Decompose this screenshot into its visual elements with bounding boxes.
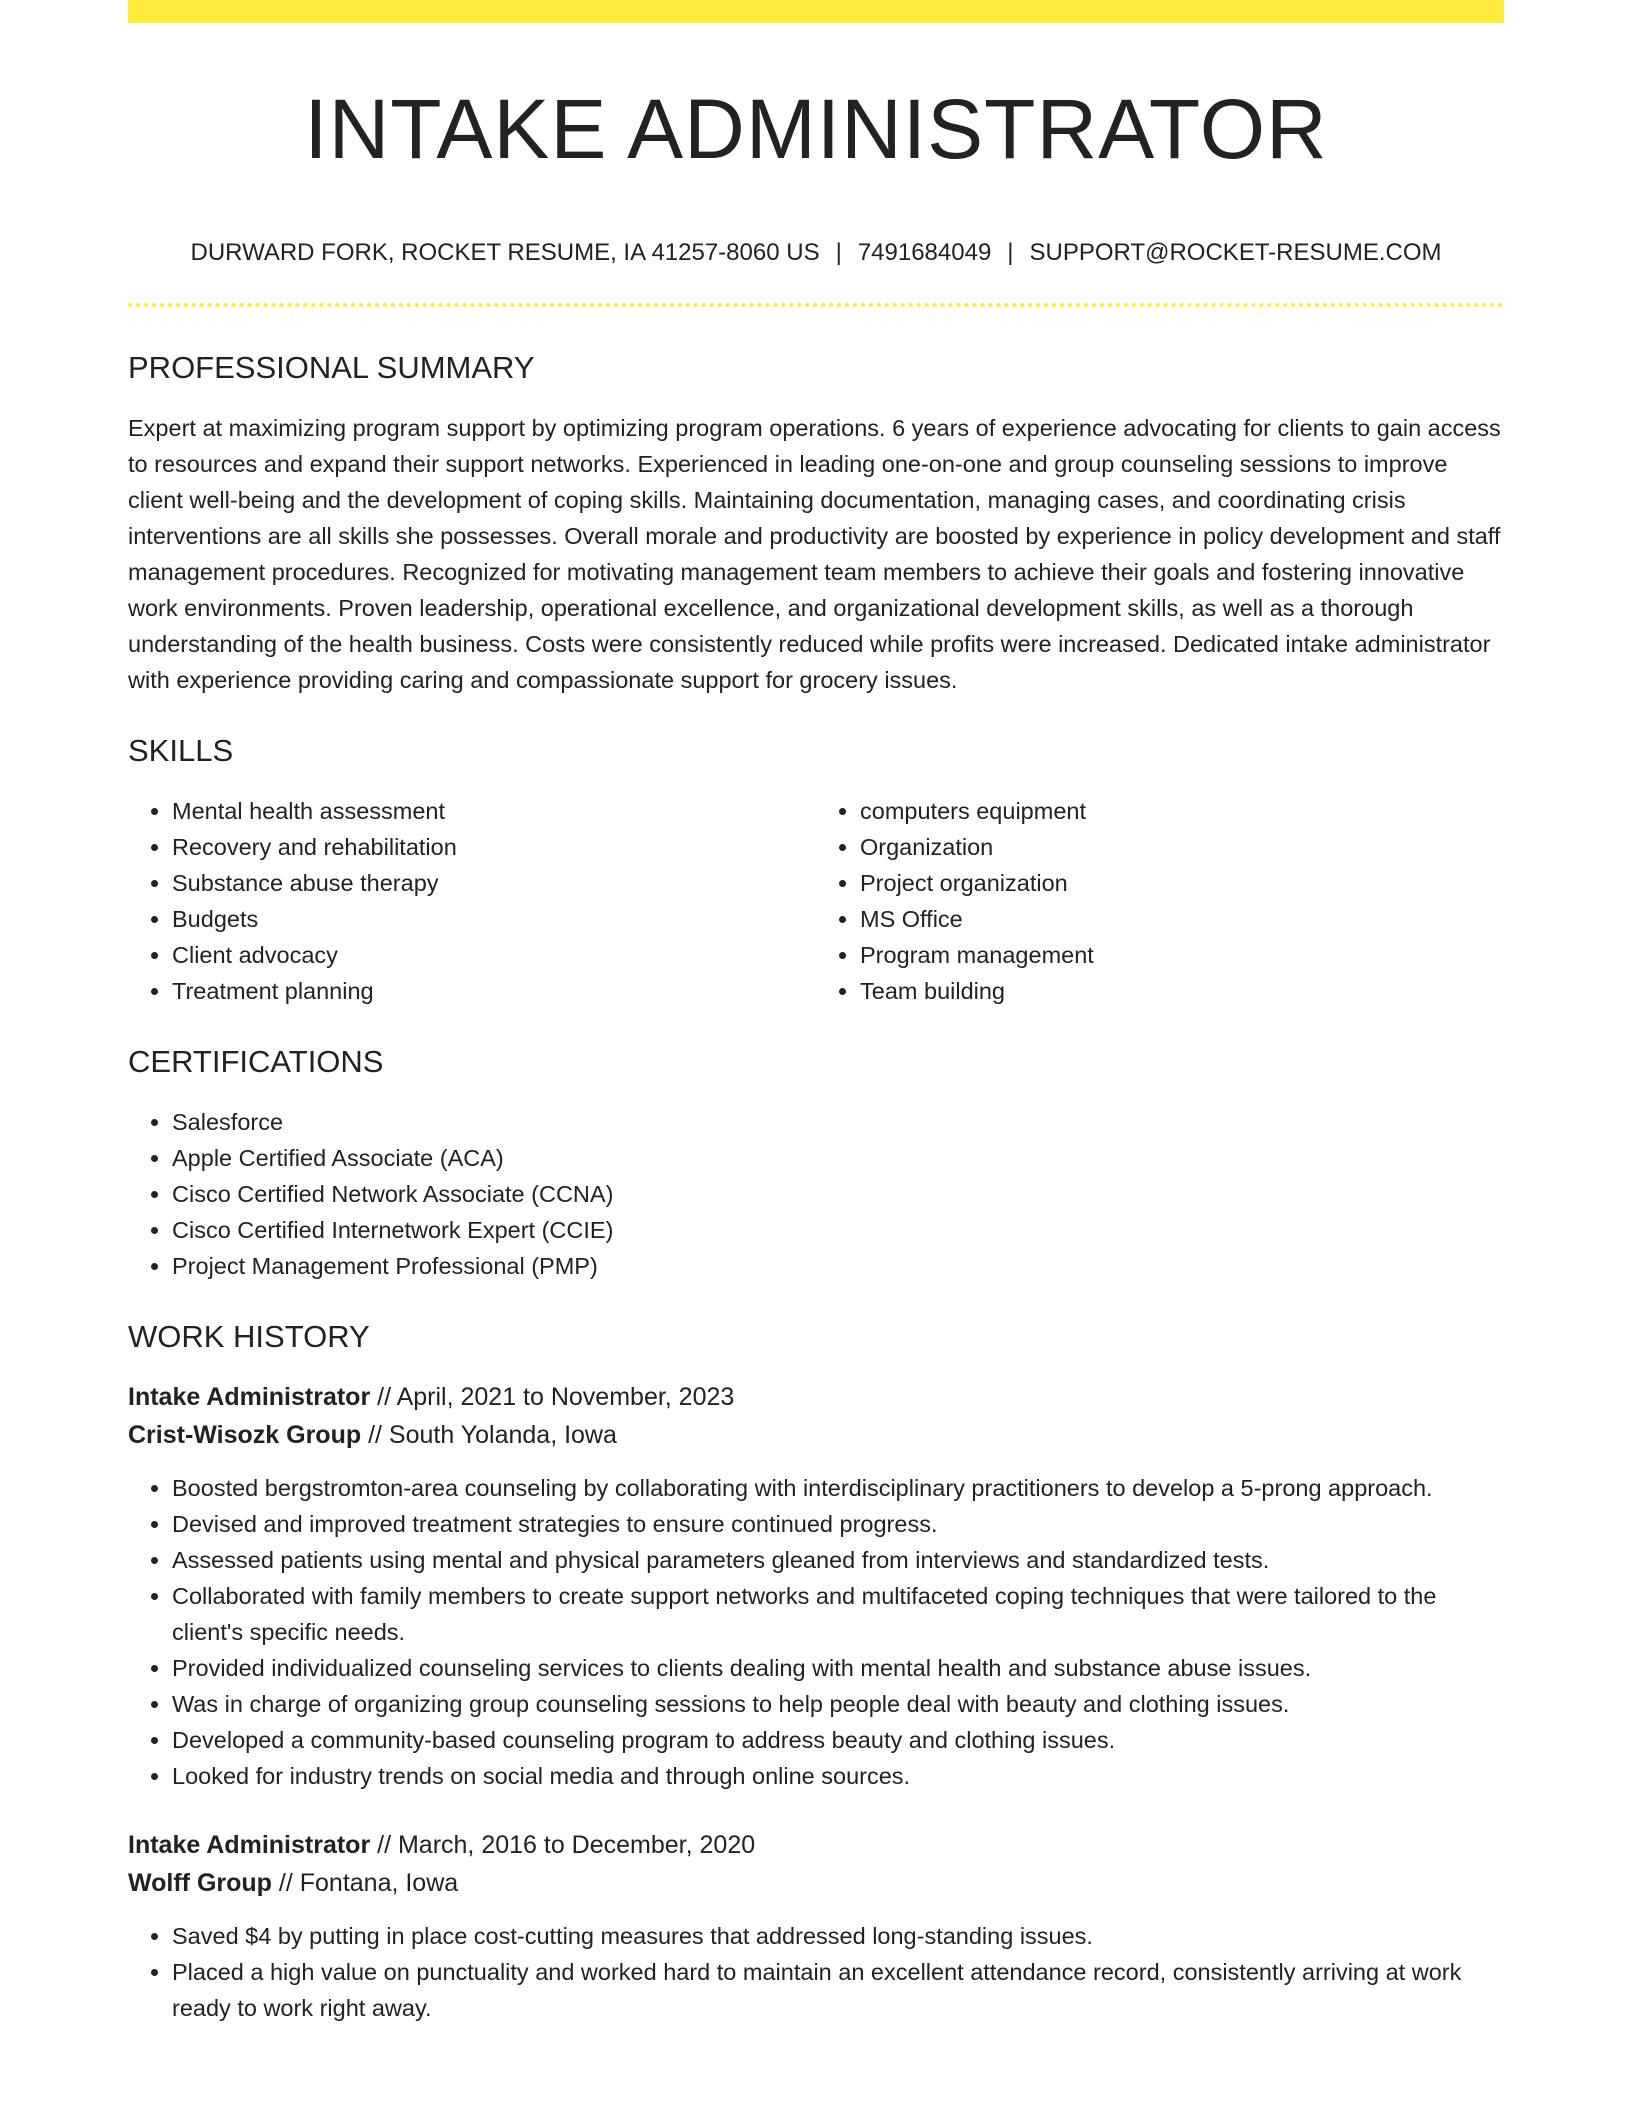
certifications-heading: CERTIFICATIONS — [128, 1044, 384, 1079]
contact-separator: | — [1007, 239, 1014, 266]
accent-top-bar — [128, 0, 1504, 23]
job-bullet: • Looked for industry trends on social media and through online sources. — [172, 1758, 1504, 1794]
contact-phone: 7491684049 — [857, 239, 992, 266]
skill-item: • computers equipment — [860, 793, 1504, 829]
job-title-line — [128, 1826, 1504, 1864]
skill-item: • Project organization — [860, 865, 1504, 901]
job-entry — [128, 1826, 1504, 2026]
contact-address: DURWARD FORK, ROCKET RESUME, IA 41257-8060 US — [190, 239, 820, 266]
job-dates: // April, 2021 to November, 2023 — [370, 1383, 735, 1411]
skills-list-right — [816, 793, 1504, 1009]
job-location: // South Yolanda, Iowa — [361, 1421, 617, 1449]
certification-item: • Salesforce — [172, 1104, 1504, 1140]
job-entry — [128, 1378, 1504, 1794]
skill-item: • Program management — [860, 937, 1504, 973]
skill-item: • Organization — [860, 829, 1504, 865]
skill-item: • Treatment planning — [172, 973, 816, 1009]
skill-item: • Client advocacy — [172, 937, 816, 973]
contact-line — [128, 241, 1504, 265]
certification-item: • Cisco Certified Internetwork Expert (CCIE) — [172, 1212, 1504, 1248]
certification-item: • Cisco Certified Network Associate (CCNA) — [172, 1176, 1504, 1212]
contact-email: SUPPORT@ROCKET-RESUME.COM — [1029, 239, 1442, 266]
certification-item: • Apple Certified Associate (ACA) — [172, 1140, 1504, 1176]
job-title: Intake Administrator — [128, 1831, 371, 1859]
job-company-line — [128, 1864, 1504, 1902]
skill-item: • Team building — [860, 973, 1504, 1009]
skill-item: • Mental health assessment — [172, 793, 816, 829]
dotted-divider — [128, 303, 1504, 307]
skill-item: • Recovery and rehabilitation — [172, 829, 816, 865]
job-bullets — [128, 1918, 1504, 2026]
skills-heading: SKILLS — [128, 733, 234, 768]
job-bullet: • Boosted bergstromton-area counseling by collaborating with interdisciplinary practitioners to develop a 5-prong approach. — [172, 1470, 1504, 1506]
job-title-line — [128, 1378, 1504, 1416]
summary-heading: PROFESSIONAL SUMMARY — [128, 350, 535, 385]
job-bullet: • Collaborated with family members to create support networks and multifaceted coping techniques that were tailored to the client's specific needs. — [172, 1578, 1504, 1650]
skill-item: • MS Office — [860, 901, 1504, 937]
skill-item: • Budgets — [172, 901, 816, 937]
job-bullet: • Was in charge of organizing group counseling sessions to help people deal with beauty and clothing issues. — [172, 1686, 1504, 1722]
certification-item: • Project Management Professional (PMP) — [172, 1248, 1504, 1284]
certifications-list — [128, 1104, 1504, 1284]
job-bullet: • Assessed patients using mental and physical parameters gleaned from interviews and standardized tests. — [172, 1542, 1504, 1578]
resume-title: INTAKE ADMINISTRATOR — [304, 82, 1328, 176]
skills-columns — [128, 793, 1504, 1009]
job-bullet: • Saved $4 by putting in place cost-cutting measures that addressed long-standing issues. — [172, 1918, 1504, 1954]
job-bullet: • Provided individualized counseling services to clients dealing with mental health and substance abuse issues. — [172, 1650, 1504, 1686]
resume-page — [128, 0, 1504, 2026]
skills-list-left — [128, 793, 816, 1009]
job-location: // Fontana, Iowa — [271, 1869, 459, 1897]
job-bullet: • Placed a high value on punctuality and worked hard to maintain an excellent attendance record, consistently arriving at work ready to work right away. — [172, 1954, 1504, 2026]
job-company-line — [128, 1416, 1504, 1454]
job-dates: // March, 2016 to December, 2020 — [370, 1831, 756, 1859]
work-history-heading: WORK HISTORY — [128, 1319, 370, 1354]
job-bullet: • Developed a community-based counseling program to address beauty and clothing issues. — [172, 1722, 1504, 1758]
job-company: Wolff Group — [128, 1869, 272, 1897]
contact-separator: | — [835, 239, 842, 266]
job-bullet: • Devised and improved treatment strategies to ensure continued progress. — [172, 1506, 1504, 1542]
job-title: Intake Administrator — [128, 1383, 371, 1411]
summary-text: Expert at maximizing program support by optimizing program operations. 6 years of experience advocating for clients to gain access to resources and expand their support networks. Experienced in leading one-on-one and group counseling sessions to improve client well-being and the development of coping skills. Maintaining documentation, managing cases, and coordinating crisis interventions are all skills she possesses. Overall morale and productivity are boosted by experience in policy development and staff management procedures. Recognized for motivating management team members to achieve their goals and fostering innovative work environments. Proven leadership, operational excellence, and organizational development skills, as well as a thorough understanding of the health business. Costs were consistently reduced while profits were increased. Dedicated intake administrator with experience providing caring and compassionate support for grocery issues. — [128, 415, 1501, 693]
job-bullets — [128, 1470, 1504, 1794]
skill-item: • Substance abuse therapy — [172, 865, 816, 901]
job-company: Crist-Wisozk Group — [128, 1421, 362, 1449]
